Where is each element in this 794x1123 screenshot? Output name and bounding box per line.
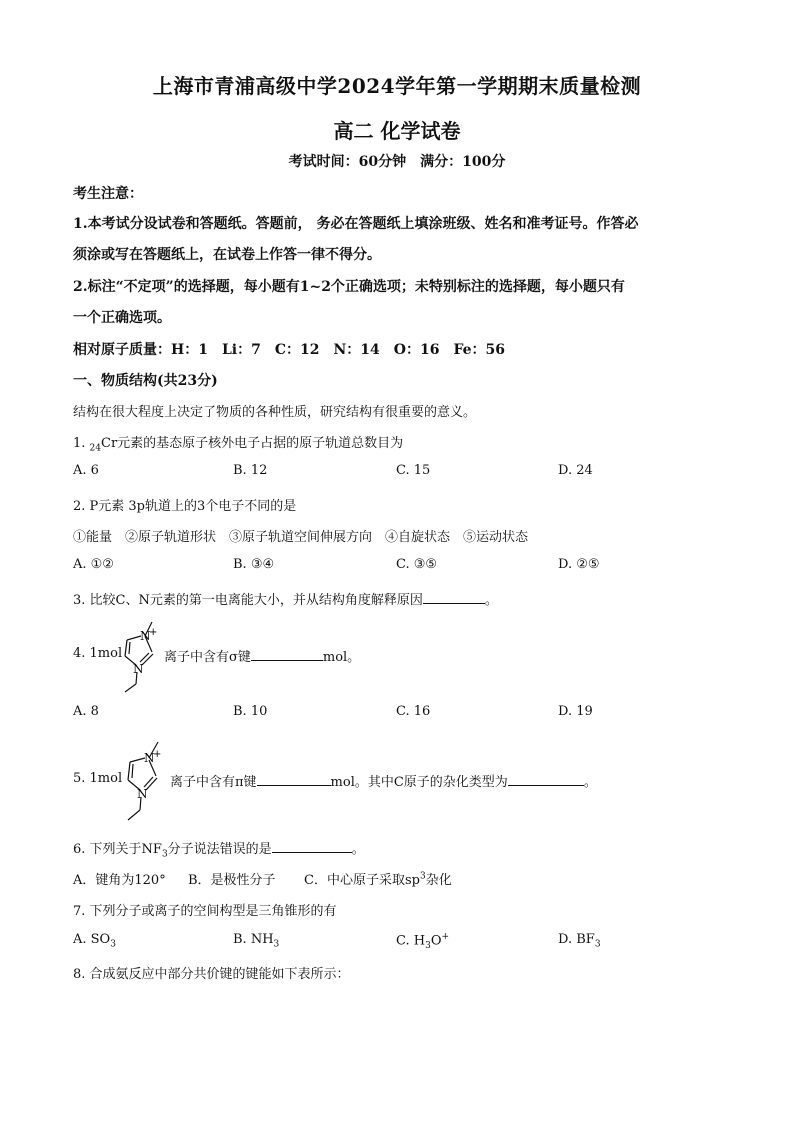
q7-option-a-text: A. SO: [73, 932, 111, 947]
q7-option-c-superscript: +: [441, 932, 450, 942]
q7-option-b-subscript: 3: [273, 939, 280, 950]
question-1-number: 1.: [73, 436, 90, 451]
q1-option-b: B. 12: [233, 463, 268, 478]
q6-option-c-superscript: 3: [419, 871, 426, 882]
notice-heading: 考生注意：: [73, 186, 143, 202]
ring-bond: [142, 654, 153, 665]
q2-option-a: A. ①②: [73, 557, 114, 572]
q7-option-a: [73, 932, 116, 950]
q4-option-c: C. 16: [396, 704, 431, 719]
question-6-prefix: 6. 下列关于NF: [73, 842, 162, 857]
question-6-text: 分子说法错误的是: [167, 842, 272, 857]
positive-charge-label: +: [153, 749, 162, 760]
answer-blank[interactable]: [257, 773, 331, 786]
q7-option-c: [396, 932, 449, 951]
q7-option-c-text: C. H: [396, 933, 426, 949]
ring-bond: [127, 636, 141, 640]
notice-item2-line2: 一个正确选项。: [73, 310, 171, 326]
question-5-unit: mol。其中C原子的杂化类型为: [330, 775, 508, 790]
question-2-choices: ①能量 ②原子轨道形状 ③原子轨道空间伸展方向 ④自旋状态 ⑤运动状态: [73, 530, 529, 545]
notice-item1-line2: 须涂或写在答题纸上，在试卷上作答一律不得分。: [73, 247, 381, 263]
ring-double-bond: [129, 642, 130, 654]
question-6: [73, 838, 365, 860]
q6-option-c-prefix: C．中心原子采取sp: [304, 873, 420, 888]
ring-double-bond: [144, 777, 153, 787]
exam-title: 上海市青浦高级中学2024学年第一学期期末质量检测: [152, 74, 642, 98]
question-6-subscript: 3: [161, 849, 168, 860]
nitrogen-plus-label: N: [144, 751, 155, 765]
ring-double-bond: [132, 764, 133, 778]
question-5: [170, 771, 597, 790]
q7-option-d-text: D. BF: [558, 932, 595, 947]
question-8: 8. 合成氨反应中部分共价键的键能如下表所示：: [73, 967, 350, 982]
question-7: 7. 下列分子或离子的空间构型是三角锥形的有: [73, 904, 337, 919]
question-1-atomic-number: 24: [89, 443, 101, 454]
question-1-text: Cr元素的基态原子核外电子占据的原子轨道总数目为: [101, 436, 404, 451]
notice-item2-line1: 2.标注“不定项”的选择题，每小题有1~2个正确选项；未特别标注的选择题，每小题只有: [73, 279, 625, 295]
q2-option-b: B. ③④: [233, 557, 275, 572]
exam-subtitle: 高二 化学试卷: [333, 119, 461, 143]
q1-option-c: C. 15: [396, 463, 431, 478]
nitrogen-label: N: [133, 662, 144, 676]
positive-charge-label: +: [149, 627, 158, 638]
q7-option-d-subscript: 3: [594, 939, 601, 950]
question-5-prefix: 5. 1mol: [73, 771, 123, 786]
exam-info: 考试时间：60分钟 满分：100分: [288, 154, 506, 170]
q1-option-a: A. 6: [73, 463, 99, 478]
question-3: [73, 589, 498, 608]
section1-intro: 结构在很大程度上决定了物质的各种性质，研究结构有很重要的意义。: [73, 405, 477, 420]
question-5-text: 离子中含有π键: [170, 775, 257, 790]
question-4-prefix: 4. 1mol: [73, 646, 123, 661]
ring-bond: [130, 758, 145, 762]
q7-option-d: [558, 932, 601, 950]
question-1: [73, 432, 403, 454]
ethyl-bond: [125, 684, 136, 692]
question-4-unit: mol。: [322, 650, 361, 665]
ethyl-bond: [128, 810, 140, 820]
q7-option-b-text: B. NH: [233, 932, 274, 947]
answer-blank[interactable]: [272, 840, 352, 853]
question-5-end: 。: [583, 775, 597, 790]
q4-option-d: D. 19: [558, 704, 593, 719]
question-2: 2. P元素 3p轨道上的3个电子不同的是: [73, 499, 297, 514]
q4-option-a: A. 8: [73, 704, 99, 719]
answer-blank[interactable]: [508, 773, 584, 786]
question-3-end: 。: [484, 593, 498, 608]
q7-option-b: [233, 932, 279, 950]
nitrogen-plus-label: N: [140, 629, 151, 643]
ring-bond: [125, 640, 127, 656]
atomic-mass-line: 相对原子质量：H：1 Li：7 C：12 N：14 O：16 Fe：56: [73, 342, 506, 358]
q6-option-a: A．键角为120°: [73, 873, 166, 888]
answer-blank[interactable]: [423, 591, 485, 604]
question-6-end: 。: [351, 842, 365, 857]
nitrogen-label: N: [137, 787, 148, 801]
answer-blank[interactable]: [251, 648, 323, 661]
imidazolium-structure: [116, 734, 172, 824]
q6-option-c-suffix: 杂化: [425, 873, 452, 888]
q1-option-d: D. 24: [558, 463, 593, 478]
ring-double-bond: [140, 653, 149, 662]
q6-option-b: B．是极性分子: [188, 873, 276, 888]
notice-item1-line1: 1.本考试分设试卷和答题纸。答题前， 务必在答题纸上填涂班级、姓名和准考证号。作答必: [73, 216, 639, 232]
question-3-text: 3. 比较C、N元素的第一电离能大小，并从结构角度解释原因: [73, 593, 423, 608]
ring-bond: [128, 762, 130, 780]
question-4: [164, 646, 360, 665]
q2-option-c: C. ③⑤: [396, 557, 438, 572]
imidazolium-structure: [112, 612, 168, 696]
q7-option-a-subscript: 3: [110, 939, 116, 950]
q4-option-b: B. 10: [233, 704, 268, 719]
ring-bond: [146, 778, 157, 790]
q6-option-c: [304, 869, 452, 888]
q7-option-c-mid: O: [430, 933, 442, 949]
section1-heading: 一、物质结构(共23分): [73, 373, 218, 389]
question-4-text: 离子中含有σ键: [164, 650, 251, 665]
q7-option-c-subscript: 3: [425, 940, 431, 951]
q2-option-d: D. ②⑤: [558, 557, 600, 572]
